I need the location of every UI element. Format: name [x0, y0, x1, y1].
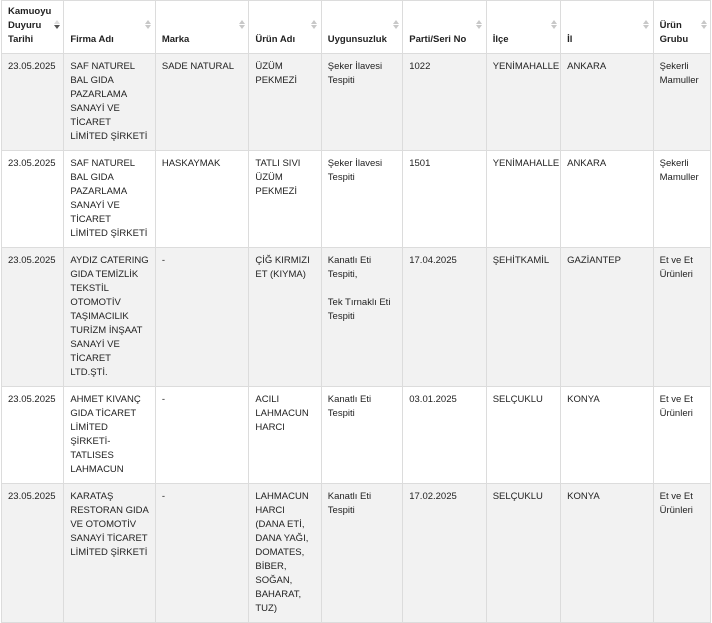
cell-district: ŞEHİTKAMİL: [486, 248, 560, 387]
issue-line: Tek Tırnaklı Eti Tespiti: [327, 297, 391, 322]
cell-product: ÇİĞ KIRMIZI ET (KIYMA): [249, 248, 321, 387]
cell-province: GAZİANTEP: [561, 248, 654, 387]
column-header-date[interactable]: [2, 1, 64, 54]
column-header-label: Firma Adı: [70, 34, 114, 45]
column-header-issue[interactable]: [321, 1, 402, 54]
cell-date: 23.05.2025: [2, 387, 64, 484]
column-header-label: Uygunsuzluk: [327, 34, 387, 45]
cell-issue: [321, 248, 402, 387]
column-header-group[interactable]: [653, 1, 710, 54]
cell-product: TATLI SIVI ÜZÜM PEKMEZİ: [249, 151, 321, 248]
cell-product: ÜZÜM PEKMEZİ: [249, 54, 321, 151]
cell-issue: [321, 484, 402, 623]
cell-issue: [321, 151, 402, 248]
column-header-label: Ürün Adı: [255, 34, 296, 45]
cell-issue: [321, 54, 402, 151]
issue-line: Kanatlı Eti Tespiti: [327, 491, 372, 516]
sort-arrows-icon[interactable]: [392, 19, 399, 35]
cell-group: Et ve Et Ürünleri: [653, 484, 710, 623]
line-gap: [328, 282, 396, 296]
cell-firm: SAF NATUREL BAL GIDA PAZARLAMA SANAYİ VE TİCARET LİMİTED ŞİRKETİ: [64, 54, 156, 151]
column-header-label: İl: [567, 34, 573, 45]
column-header-label: Kamuoyu Duyuru Tarihi: [8, 6, 52, 45]
cell-product: ACILI LAHMACUN HARCI: [249, 387, 321, 484]
column-header-label: Ürün Grubu: [659, 20, 689, 45]
cell-firm: KARATAŞ RESTORAN GIDA VE OTOMOTİV SANAYİ TİCARET LİMİTED ŞİRKETİ: [64, 484, 156, 623]
cell-date: 23.05.2025: [2, 484, 64, 623]
cell-group: Et ve Et Ürünleri: [653, 248, 710, 387]
cell-date: 23.05.2025: [2, 151, 64, 248]
table-row[interactable]: [2, 248, 711, 387]
cell-date: 23.05.2025: [2, 54, 64, 151]
cell-district: YENİMAHALLE: [486, 151, 560, 248]
cell-province: KONYA: [561, 484, 654, 623]
sort-arrows-icon[interactable]: [238, 19, 245, 35]
column-header-product[interactable]: [249, 1, 321, 54]
results-table: [1, 0, 711, 623]
column-header-label: İlçe: [492, 34, 509, 45]
cell-lot: 1501: [403, 151, 486, 248]
cell-district: SELÇUKLU: [486, 387, 560, 484]
column-header-firm[interactable]: [64, 1, 156, 54]
cell-province: KONYA: [561, 387, 654, 484]
sort-arrows-icon[interactable]: [311, 19, 318, 35]
column-header-lot[interactable]: [403, 1, 486, 54]
cell-brand: -: [155, 484, 249, 623]
issue-line: Şeker İlavesi Tespiti: [327, 61, 383, 86]
issue-line: Kanatlı Eti Tespiti: [327, 394, 372, 419]
issue-line: Şeker İlavesi Tespiti: [327, 158, 383, 183]
header-row: [2, 1, 711, 54]
sort-arrows-icon[interactable]: [476, 19, 483, 35]
table-body: [2, 54, 711, 623]
table-row[interactable]: [2, 54, 711, 151]
cell-province: ANKARA: [561, 54, 654, 151]
table-row[interactable]: [2, 387, 711, 484]
cell-group: Et ve Et Ürünleri: [653, 387, 710, 484]
column-header-brand[interactable]: [155, 1, 249, 54]
cell-group: Şekerli Mamuller: [653, 54, 710, 151]
column-header-label: Parti/Seri No: [409, 34, 467, 45]
cell-firm: AYDIZ CATERING GIDA TEMİZLİK TEKSTİL OTOMOTİV TAŞIMACILIK TURİZM İNŞAAT SANAYİ VE TİCARET LTD.ŞTİ.: [64, 248, 156, 387]
cell-brand: -: [155, 248, 249, 387]
cell-firm: AHMET KIVANÇ GIDA TİCARET LİMİTED ŞİRKETİ-TATLISES LAHMACUN: [64, 387, 156, 484]
cell-issue: [321, 387, 402, 484]
sort-arrows-icon[interactable]: [145, 19, 152, 35]
cell-date: 23.05.2025: [2, 248, 64, 387]
cell-province: ANKARA: [561, 151, 654, 248]
column-header-label: Marka: [161, 34, 190, 45]
issue-line: Kanatlı Eti Tespiti,: [327, 255, 372, 280]
cell-district: SELÇUKLU: [486, 484, 560, 623]
cell-lot: 1022: [403, 54, 486, 151]
sort-arrows-icon[interactable]: [550, 19, 557, 35]
cell-lot: 17.02.2025: [403, 484, 486, 623]
column-header-district[interactable]: [486, 1, 560, 54]
cell-brand: SADE NATURAL: [155, 54, 249, 151]
sort-arrows-icon[interactable]: [700, 19, 707, 35]
sort-arrows-icon[interactable]: [643, 19, 650, 35]
cell-brand: -: [155, 387, 249, 484]
cell-product: LAHMACUN HARCI (DANA ETİ, DANA YAĞI, DOMATES, BİBER, SOĞAN, BAHARAT, TUZ): [249, 484, 321, 623]
cell-group: Şekerli Mamuller: [653, 151, 710, 248]
sort-arrows-icon[interactable]: [53, 19, 60, 35]
column-header-province[interactable]: [561, 1, 654, 54]
cell-lot: 03.01.2025: [403, 387, 486, 484]
cell-firm: SAF NATUREL BAL GIDA PAZARLAMA SANAYİ VE TİCARET LİMİTED ŞİRKETİ: [64, 151, 156, 248]
table-row[interactable]: [2, 484, 711, 623]
cell-lot: 17.04.2025: [403, 248, 486, 387]
cell-district: YENİMAHALLE: [486, 54, 560, 151]
table-row[interactable]: [2, 151, 711, 248]
cell-brand: HASKAYMAK: [155, 151, 249, 248]
